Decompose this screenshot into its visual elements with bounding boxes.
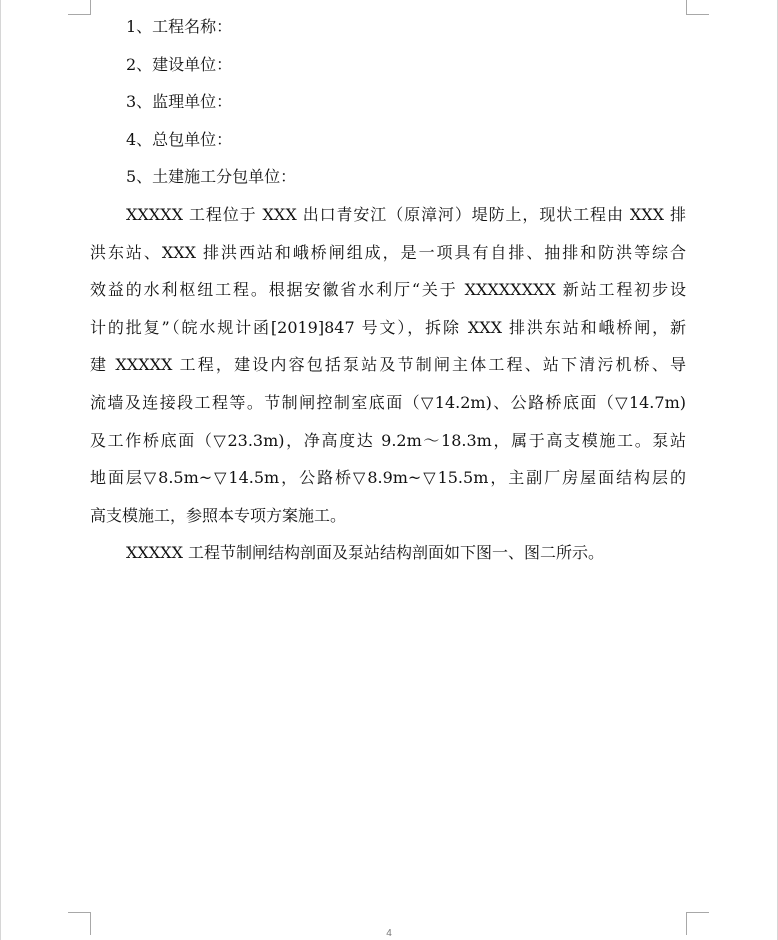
- paragraph-line: 洪东站、XXX 排洪西站和峨桥闸组成，是一项具有自排、抽排和防洪等综合: [90, 242, 686, 262]
- paragraph-line: 地面层▽8.5m~▽14.5m，公路桥▽8.9m~▽15.5m，主副厂房屋面结构层的: [90, 468, 686, 488]
- paragraph-figure-reference: XXXXX 工程节制闸结构剖面及泵站结构剖面如下图一、图二所示。: [126, 543, 605, 563]
- list-item-general-contractor: 4、总包单位：: [126, 129, 233, 149]
- list-item-supervision-unit: 3、监理单位：: [126, 92, 233, 112]
- paragraph-line: 建 XXXXX 工程，建设内容包括泵站及节制闸主体工程、站下清污机桥、导: [90, 355, 686, 375]
- crop-mark-top-left: [68, 0, 91, 15]
- paragraph-line: 流墙及连接段工程等。节制闸控制室底面（▽14.2m)、公路桥底面（▽14.7m): [90, 392, 686, 412]
- page-edge-left: [0, 0, 1, 940]
- page-number: 4: [386, 928, 392, 939]
- list-item-civil-subcontractor: 5、土建施工分包单位：: [126, 167, 297, 187]
- list-item-project-name: 1、工程名称：: [126, 17, 233, 36]
- paragraph-line: 及工作桥底面（▽23.3m)，净高度达 9.2m～18.3m，属于高支模施工。泵站: [90, 430, 686, 450]
- project-info-list: [90, 8, 686, 196]
- paragraph-project-overview: [90, 196, 686, 534]
- crop-mark-top-right: [686, 0, 709, 15]
- list-item-construction-unit: 2、建设单位：: [126, 54, 233, 74]
- paragraph-line: XXXXX 工程位于 XXX 出口青安江（原漳河）堤防上，现状工程由 XXX 排: [126, 204, 686, 224]
- document-body: [90, 8, 686, 572]
- paragraph-line: 效益的水利枢纽工程。根据安徽省水利厅“关于 XXXXXXXX 新站工程初步设: [90, 280, 686, 300]
- paragraph-line: 高支模施工，参照本专项方案施工。: [90, 505, 347, 525]
- paragraph-line: 计的批复”（皖水规计函[2019]847 号文），拆除 XXX 排洪东站和峨桥闸，新: [90, 317, 686, 337]
